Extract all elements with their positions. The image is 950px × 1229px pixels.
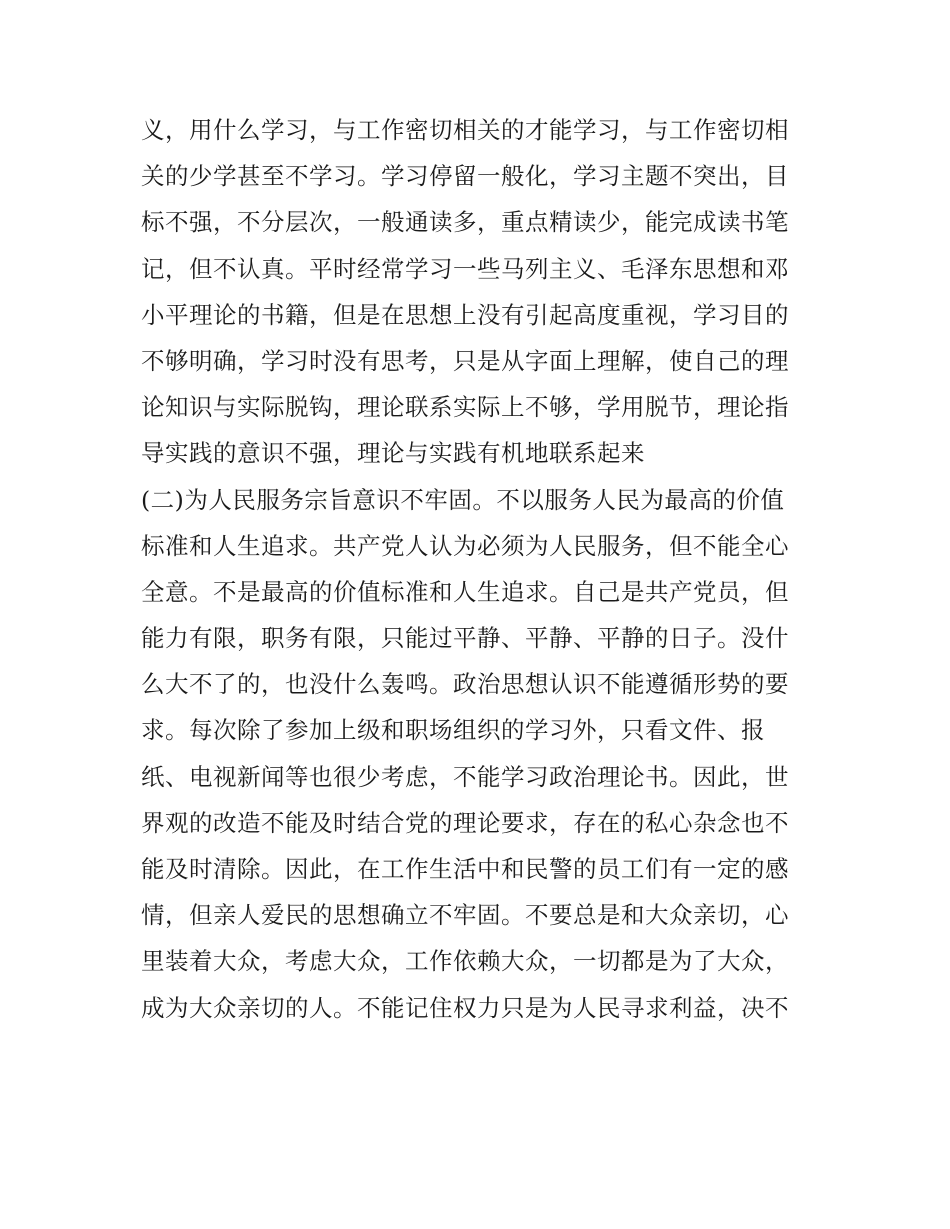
text-line: 界观的改造不能及时结合党的理论要求，存在的私心杂念也不 <box>141 808 789 837</box>
text-line: 成为大众亲切的人。不能记住权力只是为人民寻求利益，决不 <box>141 993 789 1022</box>
text-line: 纸、电视新闻等也很少考虑，不能学习政治理论书。因此，世 <box>141 762 789 791</box>
text-line: 求。每次除了参加上级和职场组织的学习外，只看文件、报 <box>141 716 765 745</box>
text-line: 论知识与实际脱钩，理论联系实际上不够，学用脱节，理论指 <box>141 393 789 422</box>
text-line: 全意。不是最高的价值标准和人生追求。自己是共产党员，但 <box>141 577 789 606</box>
text-line: 不够明确，学习时没有思考，只是从字面上理解，使自己的理 <box>141 346 789 375</box>
text-line: 小平理论的书籍，但是在思想上没有引起高度重视，学习目的 <box>141 300 789 329</box>
text-line: 导实践的意识不强，理论与实践有机地联系起来 <box>141 439 645 468</box>
section-heading-line: (二)为人民服务宗旨意识不牢固。不以服务人民为最高的价值 <box>141 485 785 514</box>
text-line: 么大不了的，也没什么轰鸣。政治思想认识不能遵循形势的要 <box>141 670 789 699</box>
text-line: 能及时清除。因此，在工作生活中和民警的员工们有一定的感 <box>141 855 789 883</box>
text-line: 标准和人生追求。共产党人认为必须为人民服务，但不能全心 <box>141 531 789 560</box>
text-line: 记，但不认真。平时经常学习一些马列主义、毛泽东思想和邓 <box>141 254 789 283</box>
text-line: 情，但亲人爱民的思想确立不牢固。不要总是和大众亲切，心 <box>141 901 789 930</box>
text-line: 里装着大众，考虑大众，工作依赖大众，一切都是为了大众， <box>141 947 789 976</box>
text-line: 关的少学甚至不学习。学习停留一般化，学习主题不突出，目 <box>141 162 789 191</box>
text-line: 能力有限，职务有限，只能过平静、平静、平静的日子。没什 <box>141 624 789 653</box>
body-text <box>141 107 821 1031</box>
text-line: 义，用什么学习，与工作密切相关的才能学习，与工作密切相 <box>141 116 789 144</box>
text-line: 标不强，不分层次，一般通读多，重点精读少，能完成读书笔 <box>141 208 789 237</box>
